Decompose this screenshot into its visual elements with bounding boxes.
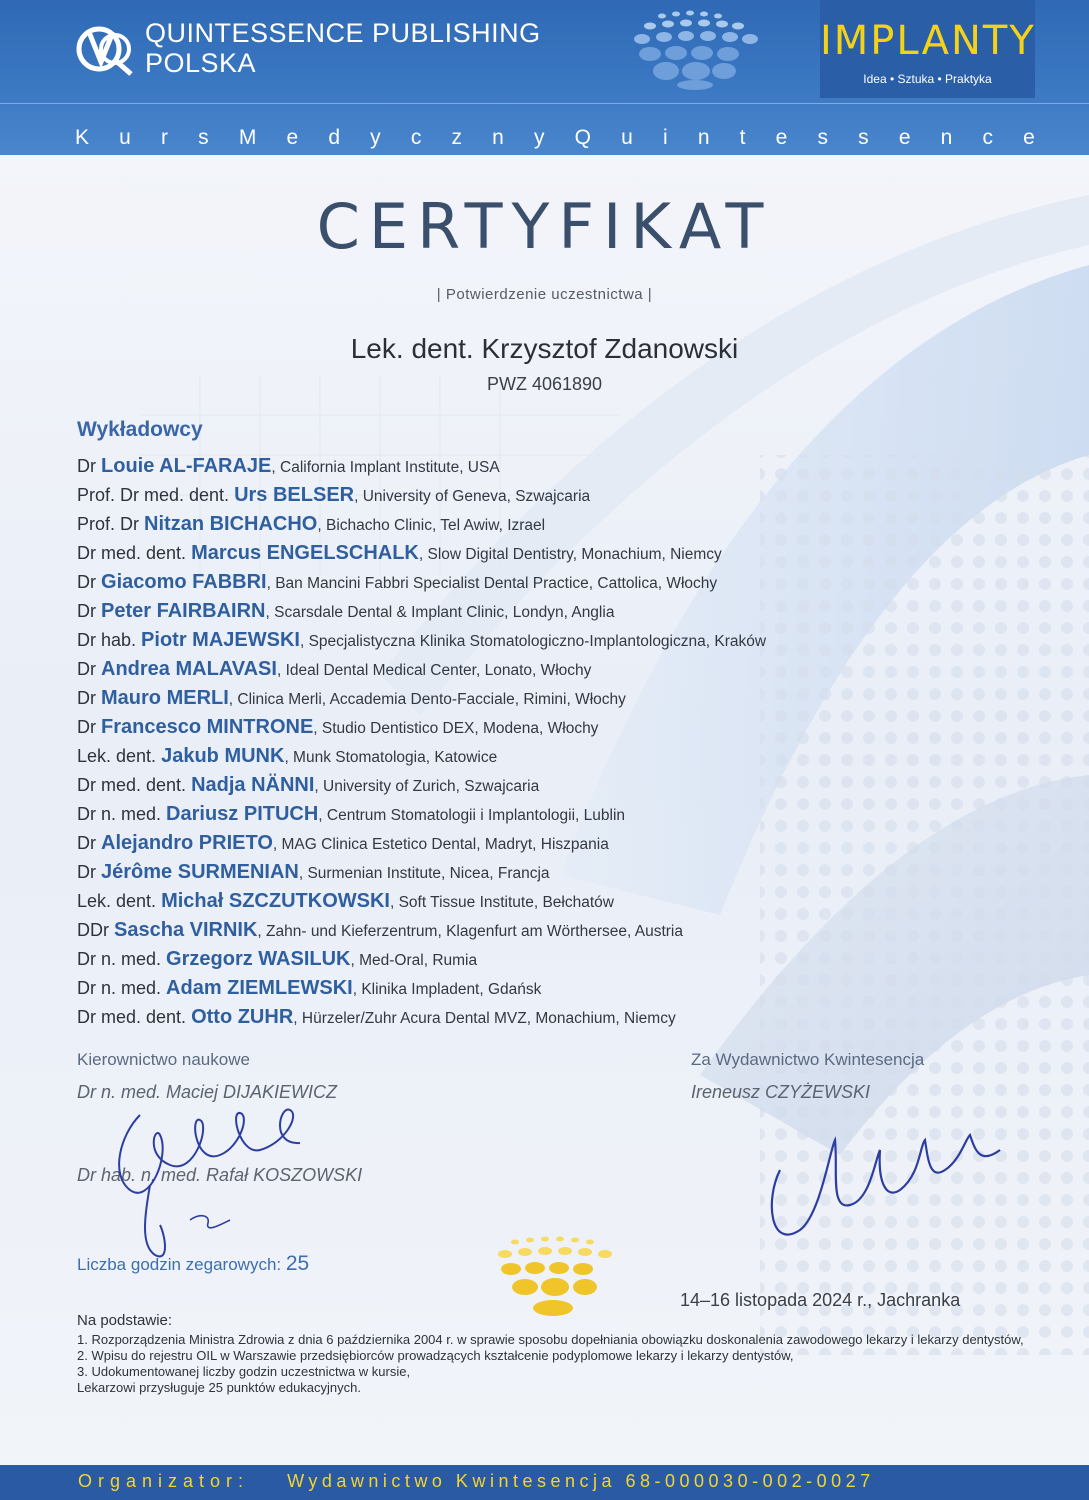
lecturer-title: Lek. dent.	[77, 891, 157, 911]
certificate-header	[0, 0, 1089, 155]
header-divider	[0, 103, 1089, 104]
course-letter: e	[286, 126, 299, 149]
lecturer-title: Dr med. dent.	[77, 543, 187, 563]
lecturer-affiliation: , Studio Dentistico DEX, Modena, Włochy	[313, 720, 599, 737]
dots-logo-icon	[620, 6, 765, 90]
course-name	[75, 126, 1035, 150]
certificate-title: CERTYFIKAT	[316, 190, 773, 263]
lecturer-name: Adam ZIEMLEWSKI	[166, 977, 353, 999]
course-letter: e	[898, 126, 911, 149]
lecturer-name: Dariusz PITUCH	[166, 803, 319, 825]
lecturer-name: Urs BELSER	[234, 484, 355, 506]
lecturer-affiliation: , Zahn- und Kieferzentrum, Klagenfurt am Wörthersee, Austria	[257, 923, 683, 940]
lecturer-title: Dr	[77, 659, 96, 679]
certificate-subtitle: | Potwierdzenie uczestnictwa |	[436, 286, 653, 303]
course-letter: s	[817, 126, 828, 149]
organizer-line	[78, 1471, 875, 1492]
course-letter: z	[451, 126, 462, 149]
lecturer-name: Nitzan BICHACHO	[144, 513, 318, 535]
quintessence-logo	[75, 22, 137, 76]
lecturer-item	[77, 539, 1057, 568]
lecturer-name: Andrea MALAVASI	[101, 658, 277, 680]
course-letter: Q	[574, 126, 591, 149]
lecturer-affiliation: , Hürzeler/Zuhr Acura Dental MVZ, Monachium, Niemcy	[293, 1010, 676, 1027]
lecturer-title: Dr n. med.	[77, 949, 162, 969]
course-letter: e	[1023, 126, 1035, 149]
brand-tagline: Idea • Sztuka • Praktyka	[863, 72, 992, 86]
lecturer-title: Dr med. dent.	[77, 775, 187, 795]
yellow-dots-logo-icon	[475, 1232, 635, 1322]
publisher-signatory: Ireneusz CZYŻEWSKI	[691, 1082, 871, 1102]
course-letter: K	[75, 126, 90, 149]
legal-item: 3. Udokumentowanej liczby godzin uczestnictwa w kursie,	[77, 1364, 411, 1379]
legal-item: 1. Rozporządzenia Ministra Zdrowia z dnia 6 października 2004 r. w sprawie sposobu dopełniania obowiązku doskonalenia zawodowego lekarzy i lekarzy dentystów,	[77, 1332, 1024, 1347]
recipient-pwz: PWZ 4061890	[486, 374, 603, 394]
course-letter: M	[238, 126, 257, 149]
legal-heading: Na podstawie:	[77, 1312, 173, 1329]
lecturer-name: Michał SZCZUTKOWSKI	[161, 890, 390, 912]
course-letter: s	[198, 126, 209, 149]
lecturer-title: DDr	[77, 920, 109, 940]
lecturer-item	[77, 452, 1057, 481]
lecturer-item	[77, 974, 1057, 1003]
lecturer-name: Otto ZUHR	[191, 1006, 294, 1028]
lecturer-item	[77, 916, 1057, 945]
organizer-label: Organizator:	[78, 1471, 250, 1491]
lecturer-affiliation: , Scarsdale Dental & Implant Clinic, Londyn, Anglia	[265, 604, 615, 621]
lecturer-name: Grzegorz WASILUK	[166, 948, 351, 970]
implanty-brand	[820, 0, 1035, 98]
course-letter: n	[940, 126, 953, 149]
lecturer-item	[77, 481, 1057, 510]
lecturer-item	[77, 1003, 1057, 1032]
lecturer-name: Piotr MAJEWSKI	[141, 629, 300, 651]
lecturer-title: Dr n. med.	[77, 978, 162, 998]
lecturer-title: Dr	[77, 572, 96, 592]
hours-info	[77, 1252, 309, 1276]
lecturer-title: Dr	[77, 862, 96, 882]
lecturer-item	[77, 887, 1057, 916]
lecturer-name: Alejandro PRIETO	[101, 832, 273, 854]
lecturer-name: Francesco MINTRONE	[101, 716, 314, 738]
lecturer-name: Jakub MUNK	[161, 745, 285, 767]
lecturer-title: Dr	[77, 717, 96, 737]
lecturer-title: Dr	[77, 688, 96, 708]
lecturers-list	[77, 452, 1057, 1032]
hours-value: 25	[285, 1252, 310, 1275]
course-letter: c	[410, 126, 422, 149]
lecturer-item	[77, 510, 1057, 539]
publisher-name: QUINTESSENCE PUBLISHING POLSKA	[145, 18, 541, 78]
lecturer-name: Giacomo FABBRI	[101, 571, 267, 593]
lecturer-title: Lek. dent.	[77, 746, 157, 766]
lecturer-item	[77, 597, 1057, 626]
organizer-value: Wydawnictwo Kwintesencja 68-000030-002-0027	[287, 1471, 875, 1491]
lecturer-affiliation: , Surmenian Institute, Nicea, Francja	[298, 865, 550, 882]
course-letter: n	[492, 126, 504, 149]
course-letter: y	[533, 126, 545, 149]
lecturer-item	[77, 858, 1057, 887]
course-letter: c	[982, 126, 993, 149]
lecturer-affiliation: , Klinika Impladent, Gdańsk	[352, 981, 542, 998]
lecturer-name: Peter FAIRBAIRN	[101, 600, 266, 622]
organizer-footer	[0, 1465, 1089, 1500]
lecturer-item	[77, 713, 1057, 742]
lecturer-name: Sascha VIRNIK	[114, 919, 258, 941]
course-letter: d	[328, 126, 341, 149]
lecturer-title: Dr	[77, 601, 96, 621]
lecturer-item	[77, 742, 1057, 771]
course-letter: t	[739, 126, 746, 149]
course-letter: i	[662, 126, 668, 149]
date-place: 14–16 listopada 2024 r., Jachranka	[680, 1290, 961, 1310]
lecturer-title: Prof. Dr	[77, 514, 140, 534]
lecturer-item	[77, 568, 1057, 597]
lecturer-affiliation: , Munk Stomatologia, Katowice	[284, 749, 498, 766]
lecturer-title: Dr med. dent.	[77, 1007, 187, 1027]
lecturer-affiliation: , Centrum Stomatologii i Implantologii, Lublin	[318, 807, 626, 824]
lecturer-affiliation: , University of Zurich, Szwajcaria	[314, 778, 540, 795]
lecturer-affiliation: , Slow Digital Dentistry, Monachium, Niemcy	[418, 546, 722, 563]
course-letter: r	[161, 126, 169, 149]
lecturer-affiliation: , Ideal Dental Medical Center, Lonato, Włochy	[276, 662, 592, 679]
signature-scientific-icon	[100, 1095, 330, 1265]
course-letter: n	[697, 126, 710, 149]
lecturer-title: Dr hab.	[77, 630, 137, 650]
recipient-name: Lek. dent. Krzysztof Zdanowski	[350, 333, 739, 364]
lecturer-title: Dr	[77, 456, 96, 476]
education-points: Lekarzowi przysługuje 25 punktów edukacyjnych.	[77, 1380, 361, 1395]
lecturer-affiliation: , Specjalistyczna Klinika Stomatologiczno-Implantologiczna, Kraków	[299, 633, 767, 650]
course-letter: u	[119, 126, 131, 149]
lecturer-item	[77, 684, 1057, 713]
lecturer-name: Marcus ENGELSCHALK	[191, 542, 419, 564]
lecturer-affiliation: , California Implant Institute, USA	[271, 459, 500, 476]
lecturer-item	[77, 800, 1057, 829]
lecturer-item	[77, 771, 1057, 800]
publisher-signature-label: Za Wydawnictwo Kwintesencja	[691, 1050, 925, 1069]
lecturer-name: Louie AL-FARAJE	[101, 455, 272, 477]
lecturer-affiliation: , MAG Clinica Estetico Dental, Madryt, Hiszpania	[272, 836, 609, 853]
lecturer-item	[77, 829, 1057, 858]
course-letter: u	[621, 126, 633, 149]
brand-title: IMPLANTY	[820, 18, 1036, 64]
lecturer-item	[77, 945, 1057, 974]
lecturer-affiliation: , Bichacho Clinic, Tel Awiw, Izrael	[317, 517, 546, 534]
lecturer-affiliation: , Med-Oral, Rumia	[350, 952, 478, 969]
legal-list	[77, 1332, 1037, 1380]
lecturer-name: Jérôme SURMENIAN	[101, 861, 299, 883]
scientific-director-2: Dr hab. n. med. Rafał KOSZOWSKI	[77, 1165, 363, 1185]
hours-label: Liczba godzin zegarowych:	[77, 1255, 282, 1274]
lecturers-heading: Wykładowcy	[77, 418, 203, 441]
lecturer-name: Nadja NÄNNI	[191, 774, 315, 796]
lecturer-title: Dr	[77, 833, 96, 853]
course-letter: e	[775, 126, 788, 149]
lecturer-affiliation: , Soft Tissue Institute, Bełchatów	[389, 894, 614, 911]
lecturer-item	[77, 626, 1057, 655]
lecturer-name: Mauro MERLI	[101, 687, 229, 709]
legal-basis	[77, 1313, 1037, 1396]
lecturer-title: Prof. Dr med. dent.	[77, 485, 230, 505]
lecturer-title: Dr n. med.	[77, 804, 162, 824]
lecturer-item	[77, 655, 1057, 684]
scientific-direction-label: Kierownictwo naukowe	[77, 1050, 250, 1069]
course-letter: y	[370, 126, 381, 149]
lecturer-affiliation: , Clinica Merli, Accademia Dento-Facciale, Rimini, Włochy	[228, 691, 626, 708]
lecturer-affiliation: , Ban Mancini Fabbri Specialist Dental Practice, Cattolica, Włochy	[266, 575, 718, 592]
signature-publisher-icon	[760, 1110, 1020, 1260]
course-letter: s	[858, 126, 869, 149]
legal-item: 2. Wpisu do rejestru OIL w Warszawie przedsiębiorców prowadzących kształcenie podyplomowe lekarzy i lekarzy dentystów,	[77, 1348, 794, 1363]
lecturer-affiliation: , University of Geneva, Szwajcaria	[354, 488, 591, 505]
scientific-director-1: Dr n. med. Maciej DIJAKIEWICZ	[77, 1082, 338, 1102]
